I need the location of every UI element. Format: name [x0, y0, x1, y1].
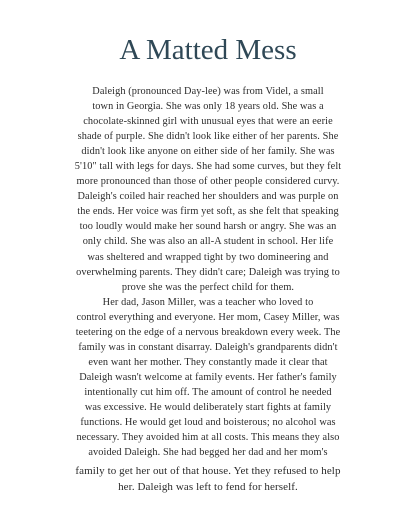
text-line: didn't look like anyone on either side of her family. She was: [81, 146, 335, 158]
text-line: only child. She was also an all-A student in school. Her life: [82, 236, 334, 248]
text-line: even want her mother. They constantly made it clear that: [88, 356, 328, 368]
text-line: 5'10" tall with legs for days. She had some curves, but they felt: [74, 161, 342, 173]
text-line: intentionally cut him off. The amount of control he needed: [84, 386, 332, 398]
text-line: family to get her out of that house. Yet they refused to help: [75, 465, 341, 478]
text-line: town in Georgia. She was only 18 years old. She was a: [92, 101, 324, 113]
text-line: too loudly would make her sound harsh or angry. She was an: [79, 221, 337, 233]
text-line: avoided Daleigh. She had begged her dad and her mom's: [88, 447, 328, 459]
text-line: functions. He would get loud and boisterous; no alcohol was: [80, 417, 336, 429]
text-line: the ends. Her voice was firm yet soft, as she felt that speaking: [77, 206, 339, 218]
text-line: Her dad, Jason Miller, was a teacher who loved to: [102, 296, 314, 308]
text-line: more pronounced than those of other people considered curvy.: [76, 176, 340, 188]
body-text: [34, 84, 382, 495]
text-line: was sheltered and wrapped tight by two domineering and: [87, 251, 329, 263]
text-line: prove she was the perfect child for them.: [121, 281, 295, 293]
text-line: her. Daleigh was left to fend for herself.: [118, 480, 298, 493]
text-line: control everything and everyone. Her mom, Casey Miller, was: [76, 311, 340, 323]
text-line: Daleigh wasn't welcome at family events. Her father's family: [79, 371, 337, 383]
text-line: teetering on the edge of a nervous breakdown every week. The: [75, 326, 341, 338]
text-line: shade of purple. She didn't look like either of her parents. She: [77, 131, 339, 143]
page-title: A Matted Mess: [119, 34, 297, 66]
text-line: family was in constant disarray. Daleigh's grandparents didn't: [78, 341, 338, 353]
text-line: Daleigh's coiled hair reached her shoulders and was purple on: [77, 191, 339, 203]
closing-lines: [34, 464, 382, 495]
text-line: was excessive. He would deliberately start fights at family: [84, 401, 332, 413]
text-line: necessary. They avoided him at all costs. This means they also: [76, 432, 340, 444]
text-line: overwhelming parents. They didn't care; Daleigh was trying to: [76, 266, 340, 278]
text-line: chocolate-skinned girl with unusual eyes that were an eerie: [83, 116, 333, 128]
text-line: Daleigh (pronounced Day-lee) was from Videl, a small: [92, 86, 324, 97]
